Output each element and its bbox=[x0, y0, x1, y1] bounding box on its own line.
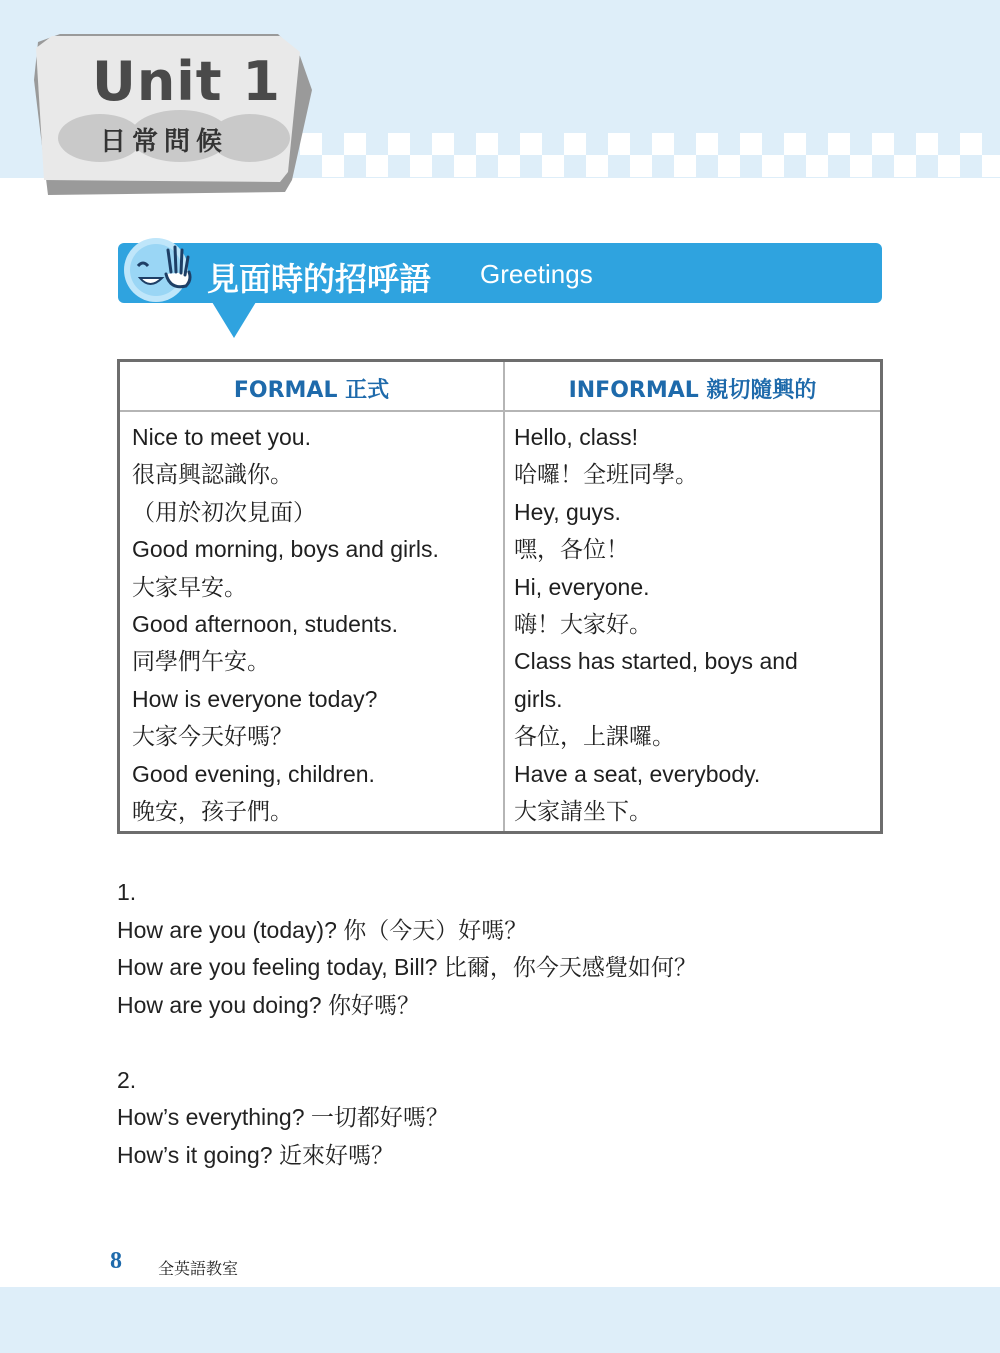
informal-line: 嘿，各位！ bbox=[514, 536, 629, 563]
formal-line: How is everyone today? bbox=[132, 685, 378, 712]
formal-header: FORMAL 正式 bbox=[233, 378, 390, 403]
greeting-line: How’s everything? 一切都好嗎？ bbox=[117, 1104, 449, 1130]
informal-line: Have a seat, everybody. bbox=[514, 760, 761, 787]
formal-line: （用於初次見面） bbox=[132, 498, 316, 525]
informal-line: Hey, guys. bbox=[514, 498, 621, 525]
informal-line: 大家請坐下。 bbox=[514, 797, 652, 824]
waving-hand-face-icon bbox=[122, 230, 198, 306]
formal-line: 大家今天好嗎？ bbox=[132, 723, 293, 750]
formal-line: 晚安，孩子們。 bbox=[132, 797, 293, 824]
formal-line: Good morning, boys and girls. bbox=[132, 536, 439, 563]
informal-line: Hi, everyone. bbox=[514, 573, 650, 600]
informal-column bbox=[514, 419, 874, 830]
greetings-table bbox=[117, 359, 883, 834]
formal-line: Nice to meet you. bbox=[132, 424, 311, 450]
book-title: 全英語教室 bbox=[158, 1259, 239, 1278]
informal-line: Class has started, boys and bbox=[514, 648, 798, 675]
informal-line: girls. bbox=[514, 685, 563, 712]
informal-line: Hello, class! bbox=[514, 424, 638, 450]
greeting-line: How’s it going? 近來好嗎？ bbox=[117, 1141, 394, 1168]
checker-pattern bbox=[300, 133, 1000, 178]
formal-column bbox=[132, 419, 497, 830]
banner-pointer bbox=[212, 302, 256, 338]
additional-greetings bbox=[117, 874, 697, 1174]
informal-line: 各位，上課囉。 bbox=[514, 723, 675, 750]
spacer bbox=[117, 1024, 697, 1062]
formal-line: 大家早安。 bbox=[132, 573, 247, 600]
bottom-decor-band bbox=[0, 1287, 1000, 1353]
greeting-line: How are you (today)? 你（今天）好嗎？ bbox=[117, 916, 528, 943]
formal-line: 同學們午安。 bbox=[132, 648, 270, 675]
informal-header: INFORMAL 親切隨興的 bbox=[568, 378, 817, 403]
formal-line: Good afternoon, students. bbox=[132, 610, 398, 637]
group-number: 2. bbox=[117, 1066, 137, 1093]
unit-subtitle: 日常問候 bbox=[100, 127, 229, 157]
informal-line: 嗨！大家好。 bbox=[514, 610, 652, 637]
page-number: 8 bbox=[110, 1248, 122, 1274]
formal-line: 很高興認識你。 bbox=[132, 461, 293, 488]
formal-line: Good evening, children. bbox=[132, 760, 375, 787]
section-title-en: Greetings bbox=[480, 259, 593, 289]
informal-line: 哈囉！全班同學。 bbox=[514, 461, 698, 488]
greeting-line: How are you doing? 你好嗎？ bbox=[117, 991, 420, 1018]
section-title-zh: 見面時的招呼語 bbox=[207, 260, 432, 298]
greeting-line: How are you feeling today, Bill? 比爾，你今天感覺如何？ bbox=[117, 954, 697, 980]
group-number: 1. bbox=[117, 879, 137, 905]
table-header-row bbox=[120, 362, 880, 412]
column-divider bbox=[503, 362, 505, 831]
unit-title: Unit 1 bbox=[92, 50, 281, 113]
